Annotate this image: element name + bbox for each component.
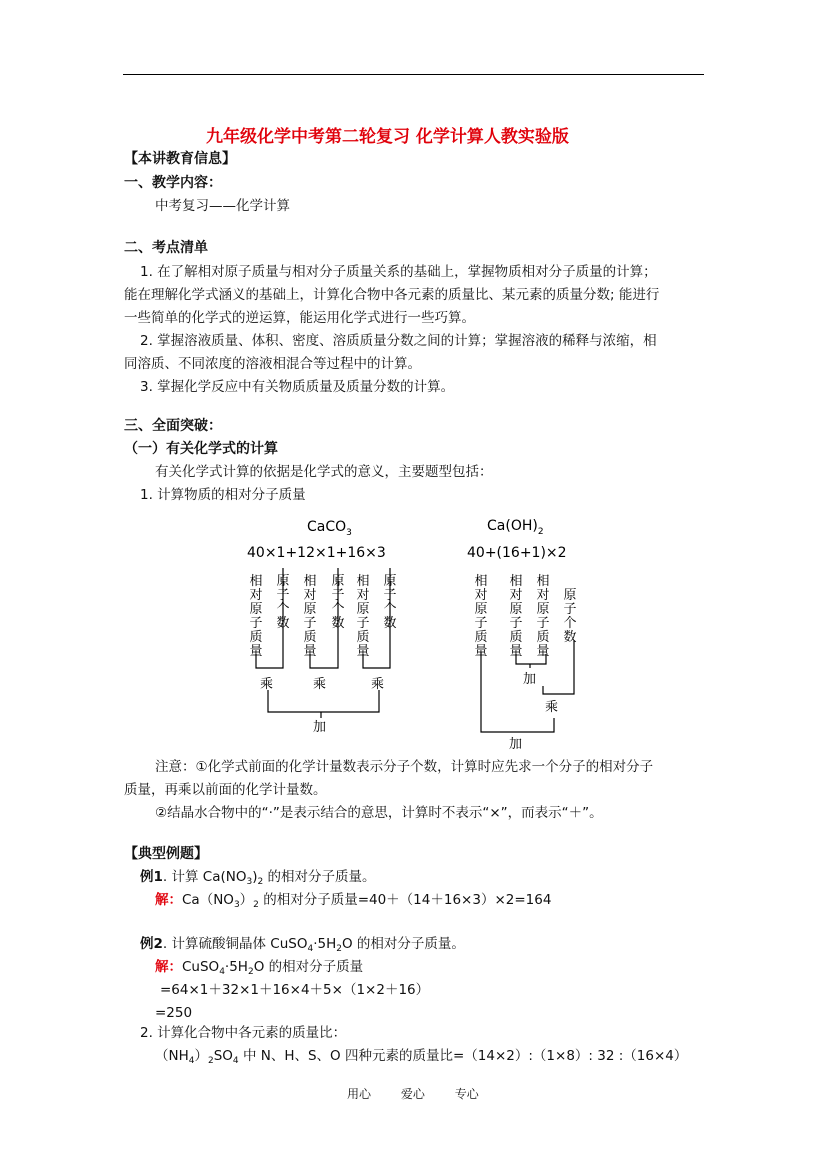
caco3-multiply-2: 乘: [313, 677, 327, 692]
caco3-atom-count-label-3: 原子个数: [383, 574, 397, 631]
caco3-atom-count-label-1: 原子个数: [276, 574, 290, 631]
element-mass-ratio-example: $(NH_4)_2SO_4$ 中 N、H、S、O 四种元素的质量比=（14×2）:（1×8）: 32 :（16×4）: [155, 1048, 688, 1066]
exam-points-heading: 二、考点清单: [124, 240, 208, 256]
caoh2-atomic-mass-label-1: 相对原子质量: [474, 574, 488, 659]
example2-answer: 解：$CuSO_4\cdot 5H_2O$ 的相对分子质量: [155, 959, 364, 977]
page-footer: [347, 1087, 505, 1101]
page-title: 九年级化学中考第二轮复习 化学计算人教实验版: [206, 127, 569, 147]
note-line2: 质量，再乘以前面的化学计量数。: [124, 782, 327, 798]
caoh2-atomic-mass-label-3: 相对原子质量: [536, 574, 550, 659]
examples-heading: 【典型例题】: [124, 846, 208, 862]
formula-calc-intro: 有关化学式计算的依据是化学式的意义，主要题型包括：: [155, 464, 493, 480]
exam-point-1-line2: 能在理解化学式涵义的基础上，计算化合物中各元素的质量比、某元素的质量分数; 能进行: [124, 287, 660, 303]
exam-point-1-line3: 一些简单的化学式的逆运算，能运用化学式进行一些巧算。: [124, 310, 475, 326]
example1-answer: 解：$Ca(NO_3)_2$ 的相对分子质量=40＋（14＋16×3）×2=164: [155, 892, 552, 910]
caoh2-expression: 40+(16+1)×2: [467, 545, 567, 561]
exam-point-2-line1: 2. 掌握溶液质量、体积、密度、溶质质量分数之间的计算；掌握溶液的稀释与浓缩，相: [140, 333, 657, 349]
note-line1: 注意：①化学式前面的化学计量数表示分子个数，计算时应先求一个分子的相对分子: [155, 759, 654, 775]
breakthrough-heading: 三、全面突破：: [124, 418, 222, 434]
caoh2-atomic-mass-label-2: 相对原子质量: [509, 574, 523, 659]
footer-word-3: 专心: [454, 1087, 479, 1101]
caco3-atomic-mass-label-2: 相对原子质量: [303, 574, 317, 659]
exam-point-1-line1: 1. 在了解相对原子质量与相对分子质量关系的基础上，掌握物质相对分子质量的计算；: [140, 264, 657, 280]
caco3-atom-count-label-2: 原子个数: [331, 574, 345, 631]
example2-question: 例2. 计算硫酸铜晶体 $CuSO_4\cdot 5H_2O$ 的相对分子质量。: [140, 936, 465, 954]
caoh2-add-outer: 加: [509, 737, 523, 752]
caco3-multiply-3: 乘: [371, 677, 385, 692]
footer-word-1: 用心: [347, 1087, 372, 1101]
item-element-mass-ratio: 2. 计算化合物中各元素的质量比：: [140, 1025, 347, 1041]
caoh2-atom-count-label: 原子个数: [563, 588, 577, 645]
item-relative-molecular-mass: 1. 计算物质的相对分子质量: [140, 487, 306, 503]
exam-point-2-line2: 同溶质、不同浓度的溶液相混合等过程中的计算。: [124, 356, 421, 372]
caoh2-add-inner: 加: [523, 672, 537, 687]
teaching-content-text: 中考复习——化学计算: [155, 198, 290, 214]
example1-question: 例1. 计算 $Ca(NO_3)_2$ 的相对分子质量。: [140, 869, 376, 887]
note-line3: ②结晶水合物中的“·”是表示结合的意思，计算时不表示“×”，而表示“＋”。: [155, 805, 603, 821]
caco3-atomic-mass-label-1: 相对原子质量: [249, 574, 263, 659]
caco3-expression: 40×1+12×1+16×3: [247, 545, 386, 561]
example2-calculation: =64×1＋32×1＋16×4＋5×（1×2＋16）: [160, 982, 430, 998]
exam-point-3: 3. 掌握化学反应中有关物质质量及质量分数的计算。: [140, 379, 455, 395]
caco3-formula: CaCO$_3$: [307, 519, 352, 538]
caco3-add: 加: [313, 720, 327, 735]
example2-result: =250: [155, 1005, 193, 1021]
section-info-heading: 【本讲教育信息】: [124, 151, 236, 167]
formula-calc-subheading: （一）有关化学式的计算: [124, 441, 278, 457]
caco3-atomic-mass-label-3: 相对原子质量: [356, 574, 370, 659]
footer-word-2: 爱心: [400, 1087, 425, 1101]
caoh2-formula: $Ca(OH)_2$: [487, 518, 544, 537]
teaching-content-heading: 一、教学内容：: [124, 175, 222, 191]
caco3-multiply-1: 乘: [260, 677, 274, 692]
caoh2-multiply: 乘: [545, 700, 559, 715]
